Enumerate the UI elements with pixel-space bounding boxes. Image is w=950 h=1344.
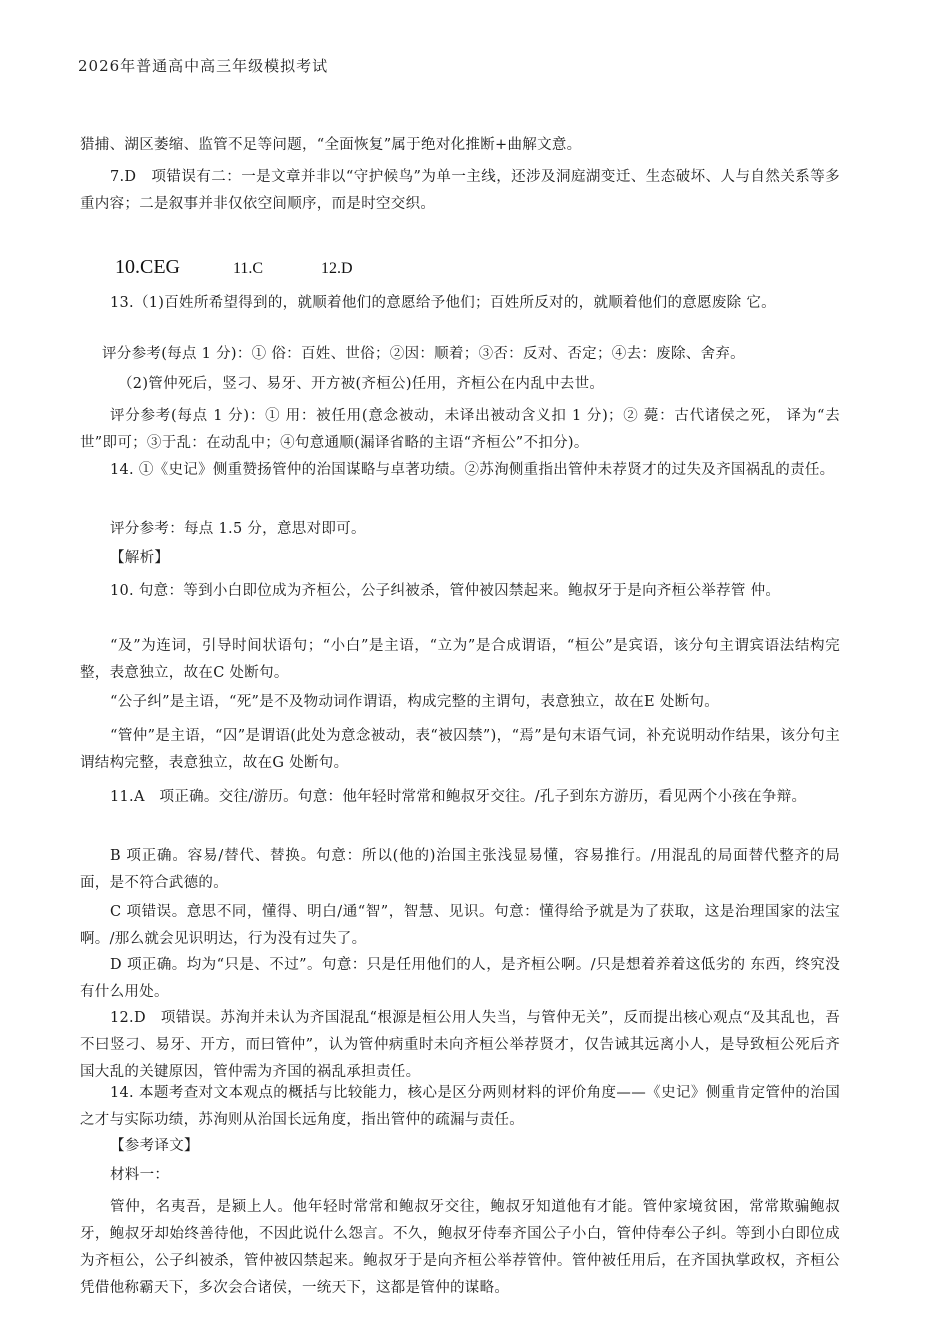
paragraph-q7: 7.D 项错误有二：一是文章并非以“守护候鸟”为单一主线，还涉及洞庭湖变迁、生态破坏、人与自然关系等多重内容；二是叙事并非仅依空间顺序，而是时空交织。 [80,169,840,212]
explain-q11-a: 11.A 项正确。交往/游历。句意：他年轻时常常和鲍叔牙交往。/孔子到东方游历，看见两个小孩在争辩。 [110,789,807,805]
explain-q10-2: “及”为连词，引导时间状语句；“小白”是主语，“立为”是合成谓语，“桓公”是宾语，该分句主谓宾语法结构完整，表意独立，故在C 处断句。 [80,638,840,681]
explain-q11-b: B 项正确。容易/替代、替换。句意：所以(他的)治国主张浅显易懂，容易推行。/用混乱的局面替代整齐的局面，是不符合武德的。 [80,848,840,891]
translation-material-1: 管仲，名夷吾，是颍上人。他年轻时常常和鲍叔牙交往，鲍叔牙知道他有才能。管仲家境贫困，常常欺骗鲍叔牙，鲍叔牙却始终善待他，不因此说什么怨言。不久，鲍叔牙侍奉齐国公子小白，管仲侍奉公子纠。等到小白即位成为齐桓公，公子纠被杀，管仲被囚禁起来。鲍叔牙于是向齐桓公举荐管仲。管仲被任用后，在齐国执掌政权，齐桓公凭借他称霸天下，多次会合诸侯，一统天下，这都是管仲的谋略。 [80,1199,840,1296]
section-title-jiexi: 【解析】 [110,550,170,566]
explain-q11-d: D 项正确。均为“只是、不过”。句意：只是任用他们的人，是齐桓公啊。/只是想着养着这低劣的 东西，终究没有什么用处。 [80,957,840,1000]
explain-q11-c: C 项错误。意思不同，懂得、明白/通“智”，智慧、见识。句意：懂得给予就是为了获取，这是治理国家的法宝啊。/那么就会见识明达，行为没有过失了。 [80,904,840,947]
score-q14: 评分参考：每点 1.5 分，意思对即可。 [110,521,366,537]
paragraph-prev-answer: 猎捕、湖区萎缩、监管不足等问题，“全面恢复”属于绝对化推断+曲解文意。 [80,137,582,153]
score-q13-1: 评分参考(每点 1 分)：① 俗：百姓、世俗；②因：顺着；③否：反对、否定；④去：废除、舍弃。 [102,346,745,362]
paragraph-q13-2: （2)管仲死后，竖刁、易牙、开方被(齐桓公)任用，齐桓公在内乱中去世。 [118,376,605,392]
page-header: 2026年普通高中高三年级模拟考试 [78,57,329,75]
section-title-yiwen: 【参考译文】 [110,1138,199,1154]
answer-q12: 12.D [321,260,353,277]
answer-line [115,256,353,279]
paragraph-q14: 14. ①《史记》侧重赞扬管仲的治国谋略与卓著功绩。②苏洵侧重指出管仲未荐贤才的过失及齐国祸乱的责任。 [110,462,835,478]
explain-q12: 12.D 项错误。苏洵并未认为齐国混乱“根源是桓公用人失当，与管仲无关”，反而提出核心观点“及其乱也，吾不曰竖刁、易牙、开方，而曰管仲”，认为管仲病重时未向齐桓公举荐贤才，仅告诫其远离小人，是导致桓公死后齐国大乱的关键原因，管仲需为齐国的祸乱承担责任。 [80,1010,840,1080]
answer-q10: 10.CEG [115,256,180,278]
explain-q10-4: “管仲”是主语，“囚”是谓语(此处为意念被动，表“被囚禁”)，“焉”是句末语气词，补充说明动作结果，该分句主谓结构完整，表意独立，故在G 处断句。 [80,728,840,771]
explain-q10-3: “公子纠”是主语，“死”是不及物动词作谓语，构成完整的主谓句，表意独立，故在E 处断句。 [110,694,720,710]
score-q13-2: 评分参考(每点 1 分)：① 用：被任用(意念被动，未译出被动含义扣 1 分)；② 薨：古代诸侯之死， 译为“去世”即可；③于乱：在动乱中；④句意通顺(漏译省略的主语“齐桓公”不扣分)。 [80,408,840,451]
paragraph-q13-1: 13.（1)百姓所希望得到的，就顺着他们的意愿给予他们；百姓所反对的，就顺着他们的意愿废除 它。 [110,295,776,311]
answer-q11: 11.C [233,260,264,277]
material-1-label: 材料一： [110,1167,170,1183]
explain-q10-1: 10. 句意：等到小白即位成为齐桓公，公子纠被杀，管仲被囚禁起来。鲍叔牙于是向齐桓公举荐管 仲。 [110,583,781,599]
explain-q14: 14. 本题考查对文本观点的概括与比较能力，核心是区分两则材料的评价角度——《史记》侧重肯定管仲的治国之才与实际功绩，苏洵则从治国长远角度，指出管仲的疏漏与责任。 [80,1085,840,1128]
